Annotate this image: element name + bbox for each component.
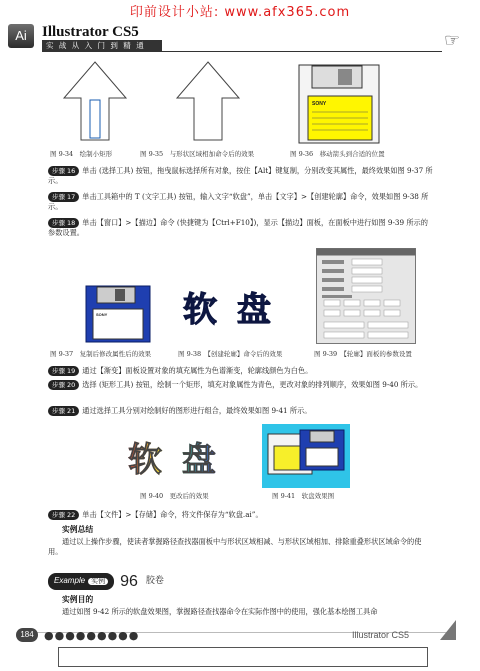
caption-fig-9-38: 图 9-38 【创建轮廓】命令后的效果 xyxy=(178,350,283,358)
caption-fig-9-39: 图 9-39 【轮廓】面板的参数设置 xyxy=(314,350,412,358)
example-number: 96 xyxy=(120,573,138,590)
footer-dots: ●●●●●●●●● xyxy=(44,629,140,642)
figure-9-34 xyxy=(62,60,128,142)
purpose-title: 实例目的 xyxy=(62,595,94,604)
step-badge: 步骤 21 xyxy=(48,406,79,416)
summary-title: 实例总结 xyxy=(62,525,94,534)
example-tag: 实例 xyxy=(88,578,108,585)
step-20 xyxy=(48,380,433,390)
header-rule xyxy=(42,51,442,52)
step-badge: 步骤 22 xyxy=(48,510,79,520)
caption-fig-9-41: 图 9-41 软盘效果图 xyxy=(272,492,335,500)
step-badge: 步骤 18 xyxy=(48,218,79,228)
step-text: 单击【文件】>【存储】命令，将文件保存为“软盘.ai”。 xyxy=(82,510,263,519)
pointing-hand-icon: ☞ xyxy=(444,30,461,51)
step-text: 通过【渐变】面板设置对象的填充属性为色谱渐变，轮廓线颜色为白色。 xyxy=(82,366,313,375)
figure-9-36-disk xyxy=(298,64,380,144)
footer-brand: Illustrator CS5 xyxy=(352,630,410,640)
bottom-frame xyxy=(58,647,428,667)
step-text: 单击【窗口】>【描边】命令 (快捷键为【Ctrl+F10】)，显示【描边】面板，在面板中进行如图 9-39 所示的参数设置。 xyxy=(48,218,428,238)
step-text: 通过选择工具分别对绘制好的图形进行组合，最终效果如图 9-41 所示。 xyxy=(82,406,312,415)
example-pill: Example 实例 xyxy=(48,573,114,590)
page-number: 184 xyxy=(16,628,38,642)
footer-corner-triangle xyxy=(440,620,456,640)
watermark: 印前设计小站: www.afx365.com xyxy=(129,5,351,20)
example-name: 胶卷 xyxy=(145,576,164,586)
disk-brand-label: SONY xyxy=(312,101,327,107)
step-text: 单击 (选择工具) 按钮，拖曳鼠标选择所有对象，按住【Alt】键复制，分别改变其属性，最终效果如图 9-37 所示。 xyxy=(48,166,433,186)
step-21 xyxy=(48,406,433,416)
figure-9-40-text: 软 盘 xyxy=(128,436,232,482)
disk-brand-label: SONY xyxy=(96,312,108,317)
purpose-body: 通过如图 9-42 所示的软盘效果图，掌握路径查找器命令在实际作图中的使用，强化基本绘图工具命 xyxy=(62,607,378,616)
step-22 xyxy=(48,510,433,520)
figure-9-38-text: 软 盘 xyxy=(183,290,275,330)
figure-9-37-disk xyxy=(85,285,151,343)
figure-9-35 xyxy=(175,60,241,142)
caption-fig-9-40: 图 9-40 更改后的效果 xyxy=(140,492,209,500)
ai-logo: Ai xyxy=(8,24,34,48)
step-badge: 步骤 20 xyxy=(48,380,79,390)
step-badge: 步骤 17 xyxy=(48,192,79,202)
book-subtitle: 实 战 从 入 门 到 精 通 xyxy=(42,40,162,51)
step-badge: 步骤 19 xyxy=(48,366,79,376)
summary-body: 通过以上操作步骤，使读者掌握路径查找器面板中与形状区域相减、与形状区域相加、排除重叠形状区域命令的使用。 xyxy=(48,537,422,557)
step-text: 单击工具箱中的 T (文字工具) 按钮，输入文字“软盘”，单击【文字】>【创建轮廓】命令，效果如图 9-38 所示。 xyxy=(48,192,429,212)
figure-9-39-stroke-panel xyxy=(316,248,416,344)
step-18 xyxy=(48,218,433,239)
step-badge: 步骤 16 xyxy=(48,166,79,176)
book-title: Illustrator CS5 xyxy=(42,24,139,40)
caption-fig-9-34: 图 9-34 绘制小矩形 xyxy=(50,150,113,158)
step-19 xyxy=(48,366,433,376)
caption-fig-9-36: 图 9-36 移动箭头到合适的位置 xyxy=(290,150,385,158)
step-16 xyxy=(48,166,433,187)
example-header xyxy=(48,570,164,590)
caption-fig-9-35: 图 9-35 与形状区域相加命令后的效果 xyxy=(140,150,255,158)
step-17 xyxy=(48,192,433,213)
step-text: 选择 (矩形工具) 按钮，绘制一个矩形，填充对象属性为青色，更改对象的排列顺序，效果如图 9-40 所示。 xyxy=(82,380,423,389)
caption-fig-9-37: 图 9-37 复制后修改属性后的效果 xyxy=(50,350,152,358)
figure-9-41-disk xyxy=(262,424,350,488)
